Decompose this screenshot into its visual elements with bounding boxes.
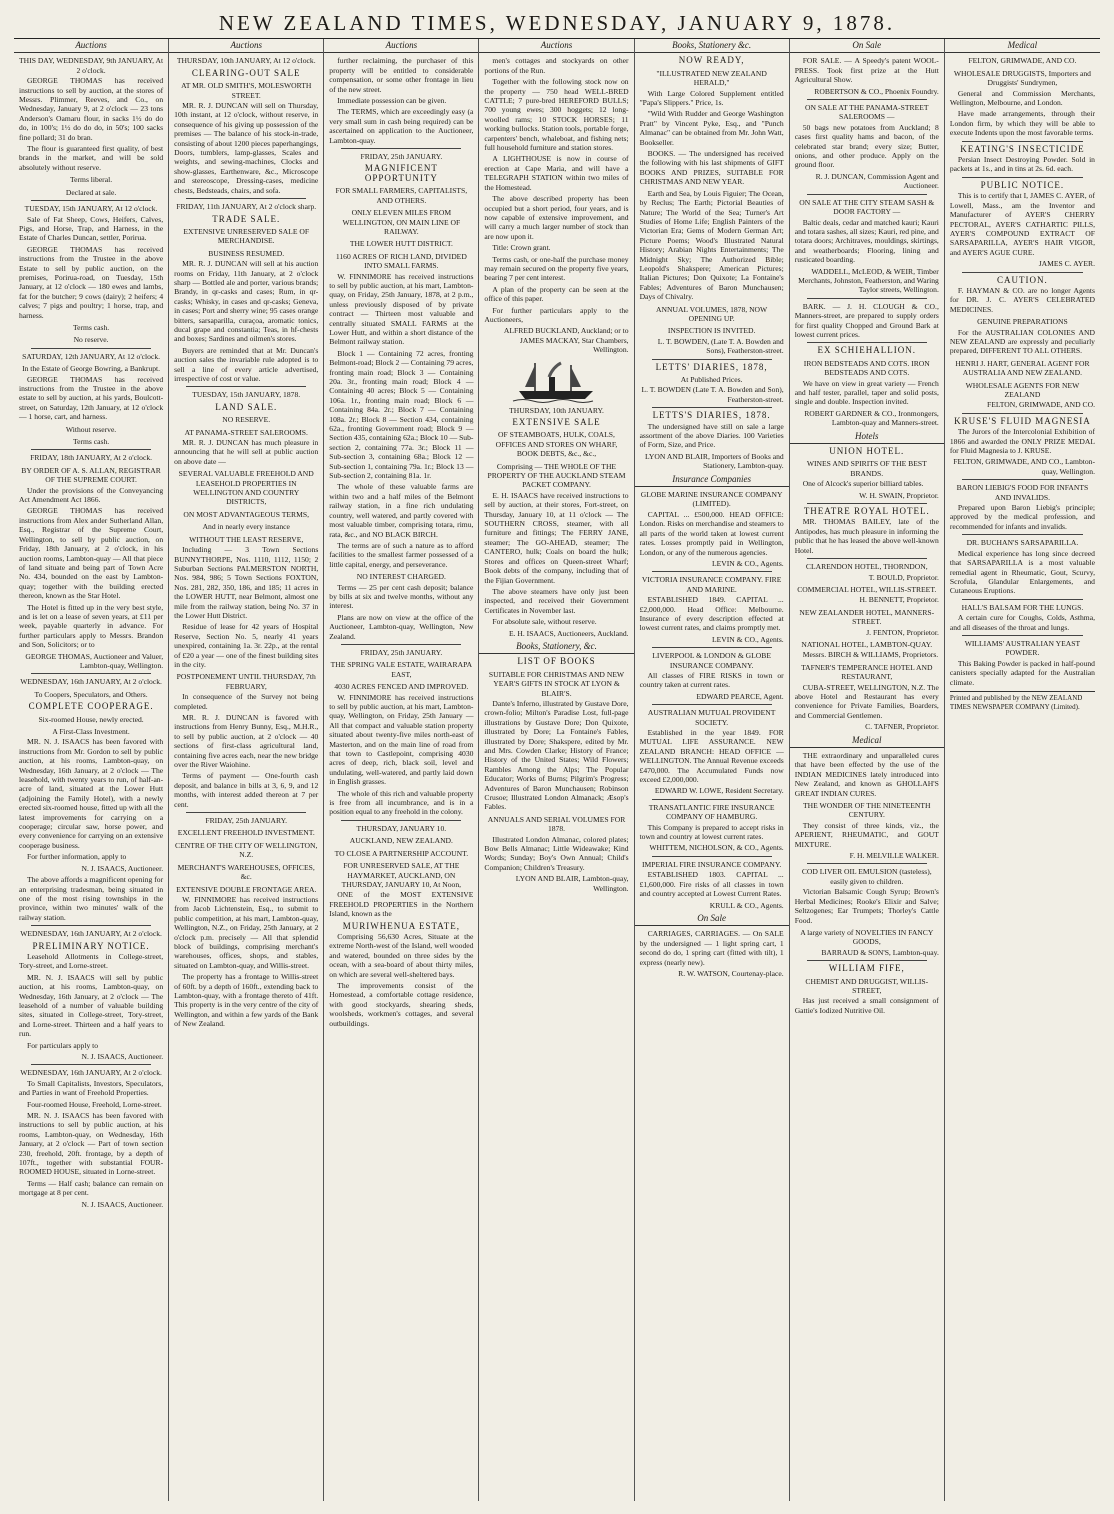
advert-text: W. FINNIMORE has received instructions to sell by public auction, at his mart, Lambton-quay, on Friday, 25th January, 1878, at 2 p.m., unless previously disposed of by private contract — Thirteen most valuable and centrally situated SMALL FARMS at the Lower Hutt, and within a short distance of the Belmont railway station. [329, 271, 474, 347]
advert-text: Dante's Inferno, illustrated by Gustave Dore, crown-folio; Milton's Paradise Lost, full-page illustrations by Gustave Dore; Don Quixote, illustrated by Dore; La Fontaine's Fables, illustrated by Dore; Shakspere, edited by Mr. and Mrs. Cowden Clarke; History of France; History of the United States; Wild Flowers; Rambles Among the Alps; The Popular Educator; Works of Burns; Pilgrim's Progress; Adventures of Baron Munchausen; Robinson Crusoe; Illustrated London Almanack; Æsop's Fables. [484, 698, 629, 812]
advert-heading: TRANSATLANTIC FIRE INSURANCE COMPANY OF HAMBURG. [648, 802, 775, 822]
advert-heading: Terms cash. [72, 322, 110, 332]
advert-text: The property has a frontage to Willis-street of 60ft. by a depth of 160ft., extending back to Lambton-quay, with a frontage thereto of 41ft. This property is in the very centre of the city of Wellington, and within a few yards of the Bank of New Zealand. [174, 972, 319, 1029]
advert-text: The TERMS, which are exceedingly easy (a very small sum in cash being required) can be ascertained on application to the Auctioneer, Lambton-quay. [329, 107, 474, 145]
advertiser-signature: T. BOULD, Proprietor. [868, 572, 939, 582]
advert-heading: HENRI J. HART, GENERAL AGENT FOR AUSTRALIA AND NEW ZEALAND. [955, 358, 1090, 378]
advert-text: Have made arrangements, through their London firm, by which they will be able to execute Indents upon the most favorable terms. [949, 109, 1095, 138]
advertiser-signature: BARRAUD & SON'S, Lambton-quay. [821, 947, 939, 957]
advert-heading: FRIDAY, 25th JANUARY. [360, 152, 443, 162]
advertiser-signature: J. FENTON, Proprietor. [866, 627, 939, 637]
advert-heading: WEDNESDAY, 16th JANUARY, At 2 o'clock. [20, 929, 162, 939]
divider [186, 812, 306, 813]
advert-text: The Hotel is fitted up in the very best style, and is let on a lease of seven years, at £11 per week, payable quarterly in advance. For further particulars apply to Messrs. Brandon and Son, Solicitors; or to [19, 602, 164, 650]
advert-heading: AT PANAMA-STREET SALEROOMS. [184, 427, 308, 437]
section-header: On Sale [790, 39, 944, 53]
advert-heading: Terms liberal. [70, 175, 113, 185]
divider [962, 177, 1083, 178]
advert-text: The flour is guaranteed first quality, of best brands in the market, and will be sold absolutely without reserve. [19, 144, 164, 172]
advertiser-signature: LYON AND BLAIR, Importers of Books and Stationery, Lambton-quay. [645, 451, 784, 471]
advert-text: MR. R. J. DUNCAN will sell at his auction rooms on Friday, 11th January, at 2 o'clock sharp — Bottled ale and porter, various brands; Brandy, in qr-casks and cases; Rum, in qr-casks; Whisky, in cases and qr-casks; Geneva, in cases; Port and sherry wine; 95 cases orange bitters, sarsaparilla, curaçoa, aromatic tonics, ducal grape and constantia; Teas, in hf-chests and boxes; Sardines and oilmen's stores. [174, 259, 319, 344]
advert-text: The above described property has been occupied but a short period, four years, and is now capable of extensive improvement, and will carry a much larger number of stock than are now upon it. [484, 194, 629, 241]
divider [962, 272, 1083, 273]
advert-heading: LAND SALE. [215, 401, 278, 412]
advert-heading: BUSINESS RESUMED. [208, 248, 285, 258]
advertiser-signature: H. BENNETT, Proprietor. [859, 595, 939, 605]
advert-heading: EX SCHIEHALLION. [817, 345, 917, 356]
advertiser-signature: FELTON, GRIMWADE, AND CO., Lambton-quay, Wellington. [953, 457, 1095, 476]
advert-heading: A First-Class Investment. [52, 727, 130, 736]
advert-heading: THURSDAY, 10th JANUARY, At 12 o'clock. [176, 56, 316, 66]
advertiser-signature: WADDELL, McLEOD, & WEIR, Timber Merchants, Johnston, Featherston, and Waring Taylor streets, Wellington. [798, 266, 939, 295]
advert-heading: IRON BEDSTEADS AND COTS. IRON BEDSTEADS AND COTS. [803, 358, 930, 378]
advertiser-signature: FELTON, GRIMWADE, AND CO. [986, 400, 1095, 410]
advert-heading: TUESDAY, 15th JANUARY, 1878. [192, 390, 301, 400]
imprint-footer: Printed and published by the NEW ZEALAND TIMES NEWSPAPER COMPANY (Limited). [950, 691, 1095, 713]
advert-text: Together with the following stock now on the property — 750 head WELL-BRED CATTLE; 7 pure-bred HEREFORD BULLS; 700 young ewes; 300 hoggets; 12 long-woolled rams; 10 STOCK HORSES; 11 working bullocks. Station tools, portable forge, carpenters' bench, whaleboat, and fishing nets; full household furniture and station stores. [484, 77, 629, 153]
advert-text: FOR SALE. — A Speedy's patent WOOL-PRESS. Took first prize at the Hutt Agricultural Show. [794, 56, 939, 85]
advert-text: CUBA-STREET, WELLINGTON, N.Z. The above Hotel and Restaurant has every convenience for Private Families, Boarders, and Commercial Gentlemen. [794, 682, 939, 720]
advertiser-signature: F. H. MELVILLE WALKER. [849, 851, 939, 861]
divider [31, 449, 151, 450]
advert-heading: 4030 ACRES FENCED AND IMPROVED. [334, 682, 469, 692]
advertiser-signature: C. TAFNER, Proprietor. [865, 722, 939, 732]
advert-heading: NEW ZEALANDER HOTEL, MANNERS-STREET. [799, 607, 935, 627]
advert-heading: MURIWHENUA ESTATE, [342, 920, 460, 931]
advert-text: Has just received a small consignment of Gattie's Iodized Nutritive Oil. [794, 996, 939, 1015]
advert-heading: GLOBE MARINE INSURANCE COMPANY (LIMITED). [640, 490, 783, 509]
advert-heading: "ILLUSTRATED NEW ZEALAND HERALD," [656, 68, 767, 88]
advert-heading: KEATING'S INSECTICIDE [960, 143, 1085, 154]
advert-heading: FRIDAY, 25th JANUARY. [205, 816, 288, 826]
advert-heading: At Published Prices. [680, 375, 743, 384]
advert-text: Terms — Half cash; balance can remain on mortgage at 8 per cent. [19, 1178, 164, 1198]
column-1 [14, 39, 169, 1501]
advert-text: GEORGE THOMAS has received instructions to sell by auction, at the stores of Messrs. Plimmer, Reeves, and Co., on Wednesday, January 9, at 2 o'clock — 23 tons Anderson's Oamaru flour, in sacks 1½ do do do, in 100's; 1½ do do do, in 50's; 100 sacks fine pollard; 31 do bran. [19, 76, 164, 142]
advertiser-signature: E. H. ISAACS, Auctioneers, Auckland. [508, 628, 629, 638]
advert-heading: TRADE SALE. [212, 213, 281, 224]
advert-text: F. HAYMAN & CO. are no longer Agents for DR. J. C. AYER'S CELEBRATED MEDICINES. [949, 285, 1095, 314]
steamship-icon [511, 357, 601, 403]
advert-text: The whole of this rich and valuable property is free from all incumbrance, and is in a position equal to any freehold in the colony. [329, 788, 474, 817]
advertiser-signature: N. J. ISAACS, Auctioneer. [81, 1199, 164, 1209]
advert-text: The Jurors of the Intercolonial Exhibition of 1866 and awarded the ONLY PRIZE MEDAL for Fluid Magnesia to J. KRUSE. [949, 427, 1095, 456]
advert-heading: EXTENSIVE UNRESERVED SALE OF MERCHANDISE. [183, 226, 310, 246]
advert-text: Including — 3 Town Sections BUNNYTHORPE, Nos. 1110, 1112, 1150; 2 Suburban Sections PALMERSTON NORTH, Nos. 984, 986; 5 Town Sections FOXTON, Nos. 281, 282, 350, 186, and 185; 11 acres in the LOWER HUTT, near Belmont, almost one mile from the railway station, being No. 37 in the Lower Hutt District. [174, 545, 319, 620]
advert-heading: LETTS'S DIARIES, 1878. [652, 410, 771, 421]
advert-text: A plan of the property can be seen at the office of this paper. [484, 284, 629, 304]
advert-heading: COD LIVER OIL EMULSION (tasteless), easily given to children. [801, 867, 932, 886]
advertiser-signature: R. W. WATSON, Courtenay-place. [678, 968, 784, 978]
advert-heading: NO INTEREST CHARGED. [356, 572, 446, 582]
advert-text: MR. THOMAS BAILEY, late of the Antipodes, has much pleasure in informing the public that he has leased the above well-known Hotel. [794, 517, 939, 555]
advert-heading: ANNUAL VOLUMES, 1878, NOW OPENING UP. [656, 304, 768, 323]
advert-heading: GENUINE PREPARATIONS [977, 317, 1068, 327]
advert-text: Terms cash, or one-half the purchase money may remain secured on the property five years, bearing 7 per cent interest. [484, 254, 629, 283]
advert-heading: SATURDAY, 12th JANUARY, At 12 o'clock. [22, 351, 161, 361]
advert-text: ESTABLISHED 1803. CAPITAL ... £1,600,000. Fire risks of all classes in town and country accepted at Lowest Current Rates. [639, 870, 784, 899]
advertiser-signature: R. J. DUNCAN, Commission Agent and Auctioneer. [815, 171, 939, 191]
advert-heading: COMMERCIAL HOTEL, WILLIS-STREET. [797, 584, 937, 594]
advert-heading: In the Estate of George Bowring, a Bankrupt. [22, 364, 161, 374]
advertiser-signature: N. J. ISAACS, Auctioneer. [81, 863, 164, 873]
advert-text: Plans are now on view at the office of the Auctioneer, Lambton-quay, Wellington, New Zealand. [329, 612, 474, 641]
advert-text: W. FINNIMORE has received instructions to sell by public auction, at his mart, Lambton-quay, Wellington, on Friday, 25th January — All that compact and valuable station property situated about twenty-five miles north-east of Masterton, and on the main line of road from that town to Castlepoint, comprising 4030 acres of deep, rich, black soil, level and undulating, well-watered, and partly laid down in English grasses. [329, 692, 474, 787]
advert-text: GEORGE THOMAS has received instructions from Alex ander Sutherland Allan, Esq., Registrar of the Supreme Court, Wellington, to sell by public auction, on Friday, 18th January, at 2 o'clock, in his auction rooms, Lambton-quay — All that piece of land situate and being part of Town Acre No. 434, bounded on the east by Lambton-quay; together with the building erected thereon, known as the Star Hotel. [19, 506, 164, 601]
advert-heading: CLARENDON HOTEL, THORNDON, [805, 562, 928, 572]
advert-text: Under the provisions of the Conveyancing Act Amendment Act 1866. [19, 485, 164, 505]
advert-heading: LIVERPOOL & LONDON & GLOBE INSURANCE COMPANY. [652, 651, 771, 670]
advert-heading: UNION HOTEL. [829, 446, 905, 457]
section-header: Auctions [324, 39, 478, 53]
advert-text: To Small Capitalists, Investors, Speculators, and Parties in want of Freehold Properties. [19, 1078, 164, 1098]
divider [186, 386, 306, 387]
advert-heading: WITHOUT THE LEAST RESERVE, [189, 534, 304, 544]
advert-text: Terms — 25 per cent cash deposit; balance by bills at six and twelve months, without any interest. [329, 582, 474, 611]
advert-text: The improvements consist of the Homestead, a comfortable cottage residence, with good stockyards, shearing sheds, woolsheds, workmen's cottages, and several outbuildings. [329, 980, 474, 1028]
advert-text: The whole of these valuable farms are within two and a half miles of the Belmont railway station, in a fine rich undulating country, well watered, and partly covered with most valuable timber, comprising totara, rimu, rata, &c., and NO BLACK BIRCH. [329, 482, 474, 539]
advertiser-signature: GEORGE THOMAS, Auctioneer and Valuer, Lambton-quay, Wellington. [25, 651, 164, 670]
advert-heading: EXTENSIVE DOUBLE FRONTAGE AREA. [176, 884, 317, 894]
divider [807, 960, 927, 961]
advert-text: This Company is prepared to accept risks in town and country at lowest current rates. [639, 822, 784, 842]
advert-text: BOOKS. — The undersigned has received the following with his last shipments of GIFT BOOKS AND PRIZES, SUITABLE FOR CHRISTMAS AND NEW YEAR. [639, 149, 784, 187]
advertiser-signature: W. H. SWAIN, Proprietor. [859, 490, 939, 500]
divider [807, 558, 927, 559]
divider [341, 644, 461, 645]
advert-text: Sale of Fat Sheep, Cows, Heifers, Calves, Pigs, and Horse, Trap, and Harness, in the Estate of Charles Duncan, settler, Porirua. [19, 214, 164, 243]
advert-heading: WINES AND SPIRITS OF THE BEST BRANDS. [806, 459, 927, 478]
advert-heading: THIS DAY, WEDNESDAY, 9th JANUARY, At 2 o'clock. [19, 56, 164, 75]
advert-heading: NATIONAL HOTEL, LAMBTON-QUAY. [801, 639, 933, 649]
advert-text: The undersigned have still on sale a large assortment of the above Diaries. 100 Varieties of Form, Size, and Price. [639, 421, 784, 450]
advertiser-signature: LEVIN & CO., Agents. [711, 634, 784, 644]
advert-heading: AUSTRALIAN MUTUAL PROVIDENT SOCIETY. [647, 708, 776, 727]
advert-text: E. H. ISAACS have received instructions to sell by auction, at their stores, Fort-street, on Thursday, January 10, at 11 o'clock — The SOUTHERN CROSS, steamer, with all furniture and fittings; The FERRY JANE, steamer; The GO-AHEAD, steamer; The CANTERO, hulk; Coals on board the hulk; Stores and offices on Queen-street Wharf; Book debts of the company, including that of the Fijian Government. [484, 490, 629, 585]
advert-heading: WHOLESALE AGENTS FOR NEW ZEALAND [965, 380, 1080, 399]
advert-text: The terms are of such a nature as to afford facilities to the smallest farmer possessed of a little capital, energy, and perseverance. [329, 540, 474, 569]
advertiser-signature: L. T. BOWDEN, (Late T. A. Bowden and Sons), Featherston-street. [657, 336, 784, 356]
section-header: Books, Stationery, &c. [479, 640, 633, 654]
column-4 [479, 39, 634, 1501]
advert-text: In consequence of the Survey not being completed. [174, 692, 319, 711]
advert-heading: CLEARING-OUT SALE [191, 67, 301, 78]
advert-text: THE extraordinary and unparalleled cures that have been effected by the use of the INDIAN MEDICINES lately introduced into New Zealand, and known as GHOLLAH'S GREAT INDIAN CURES. [794, 751, 939, 798]
advert-heading: NOW READY, [678, 55, 745, 66]
advert-heading: MAGNIFICENT OPPORTUNITY [364, 163, 438, 183]
advert-heading: THE LOWER HUTT DISTRICT. [349, 239, 453, 249]
advert-heading: BY ORDER OF A. S. ALLAN, REGISTRAR OF THE SUPREME COURT. [21, 465, 161, 485]
advert-heading: KRUSE'S FLUID MAGNESIA [954, 415, 1091, 426]
advert-heading: Comprising — THE WHOLE OF THE PROPERTY OF THE AUCKLAND STEAM PACKET COMPANY. [487, 461, 626, 490]
advert-heading: PRELIMINARY NOTICE. [32, 940, 150, 951]
advert-heading: COMPLETE COOPERAGE. [28, 701, 154, 712]
advert-heading: CHEMIST AND DRUGGIST, WILLIS-STREET, [805, 976, 929, 995]
advert-heading: FRIDAY, 25th JANUARY. [360, 647, 443, 657]
advert-text: MR. R. J. DUNCAN has much pleasure in announcing that he will sell at public auction on above date — [174, 438, 319, 466]
advert-heading: FOR UNRESERVED SALE, AT THE HAYMARKET, AUCKLAND, ON THURSDAY, JANUARY 10, At Noon, [341, 861, 462, 889]
advert-text: A LIGHTHOUSE is now in course of erection at Cape Maria, and will have a TELEGRAPH STATION within two miles of the Homestead. [484, 154, 629, 192]
divider [962, 599, 1083, 600]
advert-heading: NO RESERVE. [222, 415, 271, 425]
advert-text: GEORGE THOMAS has received instructions from the Trustee in the above Estate to sell by public auction, on the premises, Porirua-road, on Tuesday, 15th January, at 12 o'clock — 180 ewes and lambs, fat for the butcher; 9 cows (dairy); 2 heifers; 4 calves; 7 pigs and poultry; 1 horse, trap, and harness. [19, 244, 164, 320]
advert-text: For particulars apply to [27, 1040, 99, 1050]
advert-heading: ON MOST ADVANTAGEOUS TERMS, [183, 509, 309, 519]
advert-text: "Wild With Rudder and George Washington Pratt" by Vincent Pyke, Esq., and "Punch Almanac" can be obtained from Mr. John Watt, Bookseller. [639, 109, 784, 147]
advert-heading: SUITABLE FOR CHRISTMAS AND NEW YEAR'S GIFTS IN STOCK AT LYON & BLAIR'S. [488, 669, 625, 698]
divider [652, 704, 772, 705]
advert-text: MR. N. J. ISAACS will sell by public auction, at his rooms, Lambton-quay, on Wednesday, 16th January, at 2 o'clock — The leasehold of a number of valuable building sites, situated in College-street, Tory-street, and Lorne-street. Thirteen and a half years to run. [19, 972, 164, 1039]
advert-heading: THEATRE ROYAL HOTEL. [803, 506, 930, 517]
advertiser-signature: N. J. ISAACS, Auctioneer. [81, 1052, 164, 1061]
divider [31, 200, 151, 201]
advert-text: We have on view in great variety — French and half tester, parallel, taper and solid posts, single and double. Inspection invited. [794, 378, 939, 407]
divider [31, 1064, 151, 1065]
advert-text: MR. R. J. DUNCAN will sell on Thursday, 10th instant, at 12 o'clock, without reserve, in consequence of his giving up possession of the premises — The balance of his stock-in-trade, consisting of about 1200 pieces paperhangings, Doors, tumblers, lamp-glasses, Scales and weights, and sewing-machines, Clocks and show-glasses, Earthenware, &c., Microscope and stereoscope, Dressing-cases, medicine chests, Bedsteads, chairs, and sofa. [174, 101, 319, 195]
advert-text: further reclaiming, the purchaser of this property will be entitled to considerable compensation, or some other frontage in lieu of the new street. [329, 56, 474, 94]
divider [652, 799, 772, 800]
advert-text: Block 1 — Containing 72 acres, fronting Belmont-road; Block 2 — Containing 79 acres, fronting main road; Block 3 — Containing 20a. 3r., fronting main road; Block 4 — Containing 40 acres; Block 5 — Containing 106a. 1r., fronting main road; Block 6 — Containing 84a. 2r.; Block 7 — Containing 108a. 2r.; Block 8 — Section 434, containing 62a., fronting Government road; Block 9 — Section 435, containing 62a.; Block 10 — Sub-section 2, containing 77a. 3r.; Block 11 — Sub-section 3, containing 68a.; Block 12 — Sub-section 1, containing 79a. 1r.; Block 13 — Sub-section 2, containing 81a. 1r. [329, 348, 474, 481]
advert-text: Earth and Sea, by Louis Figuier; The Ocean, by Reclus; The Earth; Pictorial Beauties of Nature; The World of the Sea; Turner's Art Studies of Home Life; English Painters of the Victorian Era; Gems of Modern German Art; Picture Poems; Wood's Illustrated Natural History; Arabian Nights Entertainments; The Midnight Sky; The Authorized Bible; Leopold's Shakspere; American Pictures; Italian Pictures; Don Quixote; La Fontaine's Fables; Adventures of Baron Munchausen; Days of Chivalry. [639, 188, 784, 302]
advert-text: For the AUSTRALIAN COLONIES AND NEW ZEALAND are expressly and peculiarly prepared, DIFFERENT TO ALL OTHERS. [949, 327, 1095, 356]
advert-heading: WEDNESDAY, 16th JANUARY, At 2 o'clock. [20, 1068, 162, 1078]
advert-heading: TO CLOSE A PARTNERSHIP ACCOUNT. [334, 848, 469, 858]
divider [652, 647, 772, 648]
advert-text: 50 bags new potatoes from Auckland; 8 cases first quality hams and bacon, of the celebrated star brand; every size; Butter, onions, and other produce. Apply on the ground floor. [794, 122, 939, 170]
advert-text: With Large Colored Supplement entitled "Papa's Slippers." Price, 1s. [639, 88, 784, 108]
divider [962, 534, 1083, 535]
advert-heading: OF STEAMBOATS, HULK, COALS, OFFICES AND STORES ON WHARF, BOOK DEBTS, &c., &c., [495, 430, 618, 459]
advertiser-signature: LYON AND BLAIR, Lambton-quay, Wellington. [515, 874, 629, 893]
advert-heading: DR. BUCHAN'S SARSAPARILLA. [966, 538, 1079, 548]
advertiser-signature: JAMES C. AYER. [1038, 259, 1095, 269]
advert-text: Comprising 56,630 Acres, Situate at the extreme North-west of the Island, well wooded and watered, bounded on three sides by the ocean, with a sea-board of about thirty miles, on which are several well-sheltered bays. [329, 931, 474, 979]
advert-heading: 1160 ACRES OF RICH LAND, DIVIDED INTO SMALL FARMS. [335, 251, 467, 271]
advert-text: men's cottages and stockyards on other portions of the Run. [484, 56, 629, 75]
divider [962, 413, 1083, 414]
advert-text: CARRIAGES, CARRIAGES. — On SALE by the undersigned — 1 light spring cart, 1 second do do, 1 spring cart (fitted with tilt), 1 express (nearly new). [639, 929, 784, 967]
advert-heading: No reserve. [73, 335, 109, 345]
advert-heading: Declared at sale. [65, 187, 117, 197]
advert-heading: VICTORIA INSURANCE COMPANY. FIRE AND MARINE. [641, 575, 782, 594]
section-header: Auctions [14, 39, 168, 53]
advert-heading: WILLIAMS' AUSTRALIAN YEAST POWDER. [964, 638, 1081, 658]
advert-heading: CAUTION. [997, 274, 1048, 285]
advert-heading: FRIDAY, 18th JANUARY, At 2 o'clock. [30, 453, 153, 463]
advert-heading: IMPERIAL FIRE INSURANCE COMPANY. [641, 859, 782, 869]
advert-heading: MERCHANT'S WAREHOUSES, OFFICES, &c. [177, 862, 315, 882]
divider [186, 198, 306, 199]
advert-text: Victorian Balsamic Cough Syrup; Brown's Herbal Medicines; Rooke's Elixir and Salve; Seltzogenes; Ear Trumpets; Thorley's Cattle Food. [794, 887, 939, 925]
advert-heading: ONLY ELEVEN MILES FROM WELLINGTON, ON MAIN LINE OF RAILWAY. [342, 208, 461, 236]
column-7 [945, 39, 1100, 1501]
divider [31, 925, 151, 926]
advert-heading: WHOLESALE DRUGGISTS, Importers and Druggists' Sundrymen, [953, 68, 1091, 88]
advert-heading: CENTRE OF THE CITY OF WELLINGTON, N.Z. [175, 840, 318, 860]
advert-text: For further information, apply to [27, 852, 127, 862]
advert-text: CAPITAL ... £500,000. HEAD OFFICE: London. Risks on merchandise and steamers to all parts of the world taken at lowest current rates. Losses promptly paid in Wellington, London, or any of the numerous agencies. [639, 509, 784, 557]
advertiser-signature: ROBERT GARDNER & CO., Ironmongers, Lambton-quay and Manners-street. [804, 408, 939, 428]
divider [962, 141, 1083, 142]
advertiser-signature: WHITTEM, NICHOLSON, & CO., Agents. [649, 843, 784, 853]
section-header: Auctions [479, 39, 633, 53]
column-3 [324, 39, 479, 1501]
divider [807, 863, 927, 864]
advert-text: This Baking Powder is packed in half-pound canisters specially adapted for the Australian climate. [949, 658, 1095, 687]
advert-text: Immediate possession can be given. [337, 96, 447, 106]
advert-heading: ANNUALS AND SERIAL VOLUMES FOR 1878. [487, 814, 626, 834]
divider [807, 342, 927, 343]
advert-heading: TAFNER'S TEMPERANCE HOTEL AND RESTAURANT, [801, 662, 933, 682]
section-header: Medical [790, 734, 944, 748]
advertiser-signature: L. T. BOWDEN (Late T. A. Bowden and Son), Featherston-street. [641, 385, 784, 404]
advert-heading: THE SPRING VALE ESTATE, WAIRARAPA EAST, [330, 660, 473, 679]
divider [807, 298, 927, 299]
advert-text: A certain cure for Coughs, Colds, Asthma, and all diseases of the throat and lungs. [949, 613, 1095, 632]
advert-text: General and Commission Merchants, Wellington, Melbourne, and London. [949, 88, 1095, 108]
masthead: NEW ZEALAND TIMES, WEDNESDAY, JANUARY 9, 1878. [218, 11, 896, 35]
advert-text: Buyers are reminded that at Mr. Duncan's auction sales the invariable rule adopted is to sell a line of every article advertised, irrespective of cost or value. [174, 345, 319, 383]
advert-text: MR. N. J. ISAACS has been favored with instructions to sell by public auction, at his rooms, Lambton-quay, on Wednesday, 16th January, at 2 o'clock — Part of town section 230, freehold, 20ft. frontage, by a depth of 107ft., together with substantial FOUR-ROOMED HOUSE, situated in Lorne-street. [19, 1111, 164, 1177]
advert-text: Four-roomed House, Freehold, Lorne-street. [27, 1099, 162, 1109]
advert-heading: A large variety of NOVELTIES IN FANCY GOODS, [800, 927, 934, 947]
advert-heading: PUBLIC NOTICE. [980, 179, 1065, 190]
divider [962, 479, 1083, 480]
divider [807, 194, 927, 195]
section-header: Insurance Companies [635, 473, 789, 487]
advert-heading: AT MR. OLD SMITH'S, MOLESWORTH STREET. [181, 81, 312, 100]
divider [341, 820, 461, 821]
advert-heading: AUCKLAND, NEW ZEALAND. [349, 836, 453, 846]
advert-text: The above steamers have only just been inspected, and received their Government Certificates in November last. [484, 586, 629, 615]
advert-heading: EXTENSIVE SALE [512, 417, 601, 427]
advertiser-signature: EDWARD W. LOWE, Resident Secretary. [654, 786, 784, 796]
column-2 [169, 39, 324, 1501]
advert-text: Medical experience has long since decreed that SARSAPARILLA is a most valuable remedial agent in Rheumatic, Gout, Scurvy, Scrofula, Glandular Enlargements, and Cutaneous Eruptions. [949, 548, 1095, 596]
divider [652, 856, 772, 857]
divider [341, 148, 461, 149]
advert-text: MR. R. J. DUNCAN is favored with instructions from Henry Bunny, Esq., M.H.R., to sell by public auction, at 2 o'clock — 40 sections of first-class agricultural land, containing five acres each, near the new bridge over the River Waiohine. [174, 713, 319, 770]
advert-text: ESTABLISHED 1849. CAPITAL ... £2,000,000. Head Office: Melbourne. Insurance of every description effected at lowest current rates, and claims promptly met. [639, 595, 784, 633]
advertiser-signature: EDWARD PEARCE, Agent. [696, 691, 784, 701]
advert-text: Residue of lease for 42 years of Hospital Reserve, Section No. 5, nearly 41 years unexpired, containing 1a. 3r. 22p., at the rental of £20 a year — one of the finest building sites in the city. [174, 622, 319, 669]
advert-heading: HALL'S BALSAM FOR THE LUNGS. [961, 602, 1084, 612]
advert-heading: LIST OF BOOKS [517, 656, 596, 667]
advert-text: Title: Crown grant. [492, 243, 551, 253]
advert-heading: WILLIAM FIFE, [828, 963, 905, 974]
advert-text: W. FINNIMORE has received instructions from Jacob Lichtenstein, Esq., to submit to public competition, at his mart, Lambton-quay, Wellington, N.Z., on Friday, 25th January, at 2 o'clock p.m. precisely — All that splendid block of buildings, comprising merchant's warehouses, offices, shops, and stables, situated on Lambton-quay, and Willis-street. [174, 894, 319, 970]
advert-heading: LETTS' DIARIES, 1878, [655, 361, 768, 372]
advert-heading: FRIDAY, 11th JANUARY, At 2 o'clock sharp. [176, 202, 317, 212]
divider [807, 503, 927, 504]
divider [652, 407, 772, 408]
advert-heading: SEVERAL VALUABLE FREEHOLD AND LEASEHOLD PROPERTIES IN WELLINGTON AND COUNTRY DISTRICTS, [178, 469, 314, 507]
advert-text: Illustrated London Almanac, colored plates; Bow Bells Almanac; Little Wideawake; Kind Words; Sunday; Boy's Own Annual; Child's Companion; Children's Treasury. [484, 834, 629, 872]
divider [652, 571, 772, 572]
section-header: Medical [945, 39, 1100, 53]
section-header: Hotels [790, 430, 944, 444]
advert-text: Baltic deals, cedar and matched kauri; Kauri and totara sashes, all sizes; Kauri, red pine, and totara doors; Architraves, mouldings, skirtings, and weatherboards; Flooring, lining and rusticated boarding. [794, 217, 939, 265]
advertiser-signature: LEVIN & CO., Agents. [711, 558, 784, 568]
advert-heading: THE WONDER OF THE NINETEENTH CENTURY. [803, 801, 931, 820]
advert-text: BARK. — J. H. CLOUGH & CO., Manners-street, are prepared to supply orders for first quality Chopped and Ground Bark at lowest current prices. [794, 301, 939, 339]
advert-text: ONE of the MOST EXTENSIVE FREEHOLD PROPERTIES in the Northern Island, known as the [329, 890, 474, 919]
advert-heading: ON SALE AT THE CITY STEAM SASH & DOOR FACTORY — [799, 197, 935, 217]
advert-heading: Six-roomed House, newly erected. [38, 714, 144, 724]
advert-heading: FOR SMALL FARMERS, CAPITALISTS, AND OTHERS. [335, 186, 468, 205]
column-5 [635, 39, 790, 1501]
advert-text: MR. N. J. ISAACS has been favored with instructions from Mr. Gordon to sell by public auction, at his rooms, Lambton-quay, on Wednesday, 16th January, at 2 o'clock — The leasehold, with twenty years to run, of half-an-acre of land, situated at the Lower Hutt (adjoining the Family Hotel), with a newly erected six-roomed house, fitted up with all the latest improvements for carrying on a cooperage; circular saw, horse power, and every convenience for carrying on an extensive cooperage business. [19, 737, 164, 850]
advert-heading: POSTPONEMENT UNTIL THURSDAY, 7th FEBRUARY, [176, 672, 316, 691]
advert-text: One of Alcock's superior billiard tables. [802, 479, 924, 489]
advertiser-signature: ALFRED BUCKLAND, Auckland; or to JAMES MACKAY, Star Chambers, Wellington. [503, 326, 629, 355]
divider [962, 635, 1083, 636]
advert-heading: THURSDAY, 10th JANUARY. [509, 405, 604, 415]
advert-heading: ON SALE AT THE PANAMA-STREET SALEROOMS — [805, 103, 929, 122]
advert-heading: WEDNESDAY, 16th JANUARY, At 2 o'clock. [20, 677, 162, 687]
column-6 [790, 39, 945, 1501]
advertiser-signature: KRULL & CO., Agents. [709, 900, 784, 910]
advert-heading: Without reserve. [65, 424, 117, 434]
advert-heading: Terms cash. [72, 437, 110, 447]
advert-heading: THURSDAY, JANUARY 10. [356, 823, 447, 833]
advert-text: Persian Insect Destroying Powder. Sold in packets at 1s., and in tins at 2s. 6d. each. [949, 155, 1095, 174]
advert-heading: FELTON, GRIMWADE, AND CO. [968, 56, 1077, 66]
advert-text: For absolute sale, without reserve. [492, 617, 597, 627]
advert-text: For further particulars apply to the Auctioneers, [484, 305, 629, 324]
advert-text: Leasehold Allotments in College-street, Tory-street, and Lorne-street. [19, 951, 164, 971]
section-header: Auctions [169, 39, 323, 53]
advert-text: The above affords a magnificent opening for an enterprising tradesman, being situated in one of the most rising townships in the province, within two minutes' walk of the railway station. [19, 875, 164, 922]
divider [652, 359, 772, 360]
advert-text: All classes of FIRE RISKS in town or country taken at current rates. [639, 670, 784, 690]
advert-heading: EXCELLENT FREEHOLD INVESTMENT. [177, 828, 315, 838]
advert-heading: TUESDAY, 15th JANUARY, At 12 o'clock. [24, 204, 158, 214]
divider [807, 99, 927, 100]
advertiser-signature: ROBERTSON & CO., Phoenix Foundry. [814, 86, 939, 96]
advert-text: Terms of payment — One-fourth cash deposit, and balance in bills at 3, 6, 9, and 12 months, with interest added thereon at 7 per cent. [174, 771, 319, 809]
advert-heading: To Coopers, Speculators, and Others. [34, 689, 148, 699]
advert-heading: BARON LIEBIG'S FOOD FOR INFANTS AND INVALIDS. [956, 483, 1089, 502]
advert-text: They consist of three kinds, viz., the APERIENT, RHEUMATIC, and GOUT MIXTURE. [794, 820, 939, 849]
advert-heading: And in nearly every instance [202, 522, 290, 532]
section-header: On Sale [635, 912, 789, 926]
advert-text: Prepared upon Baron Liebig's principle; approved by the medical profession, and recommended for infants and invalids. [949, 503, 1095, 531]
section-header: Books, Stationery &c. [635, 39, 789, 53]
advert-text: Established in the year 1849. FOR MUTUAL LIFE ASSURANCE. NEW ZEALAND BRANCH: HEAD OFFICE — WELLINGTON. The Annual Revenue exceeds £470,000. The Accumulated Funds now exceed £2,000,000. [639, 728, 784, 785]
advert-text: Messrs. BIRCH & WILLIAMS, Proprietors. [802, 650, 939, 660]
columns [14, 39, 1100, 1501]
divider [31, 348, 151, 349]
advert-heading: INSPECTION IS INVITED. [667, 326, 756, 336]
divider [31, 673, 151, 674]
advert-text: GEORGE THOMAS has received instructions from the Trustee in the above estate to sell by auction, at his yards, Boulcott-street, on Saturday, 12th January, at 12 o'clock — 1 horse, cart, and harness. [19, 374, 164, 422]
advert-text: This is to certify that I, JAMES C. AYER, of Lowell, Mass., am the Inventor and Manufacturer of AYER'S CHERRY PECTORAL, AYER'S CATHARTIC PILLS, AYER'S COMPOUND EXTRACT OF SARSAPARILLA, AYER'S HAIR VIGOR, and AYER'S AGUE CURE. [949, 191, 1095, 257]
